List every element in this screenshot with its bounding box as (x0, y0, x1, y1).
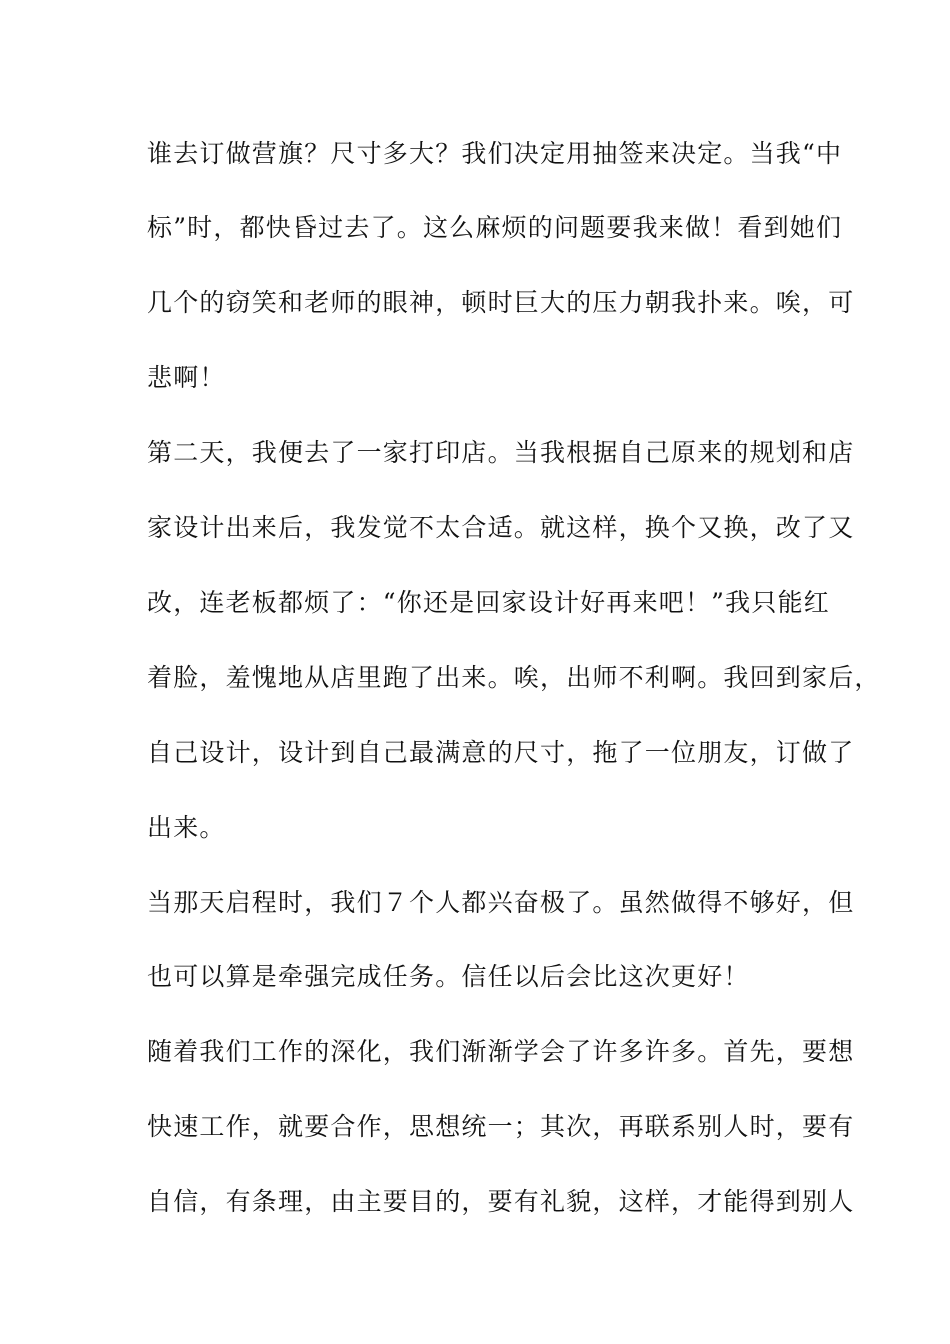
text-line: 出来。 (147, 813, 226, 842)
text-line: 自信，有条理，由主要目的，要有礼貌，这样，才能得到别人 (147, 1187, 855, 1216)
text-line: 着脸，羞愧地从店里跑了出来。唉，出师不利啊。我回到家后， (147, 663, 881, 692)
text-line: 几个的窃笑和老师的眼神，顿时巨大的压力朝我扑来。唉，可 (147, 288, 855, 317)
text-line: 家设计出来后，我发觉不太合适。就这样，换个又换，改了又 (147, 513, 855, 542)
text-line: 改，连老板都烦了：“你还是回家设计好再来吧！”我只能红 (147, 588, 830, 617)
text-line: 第二天，我便去了一家打印店。当我根据自己原来的规划和店 (147, 438, 855, 467)
text-line: 悲啊！ (147, 363, 226, 392)
text-line: 谁去订做营旗？尺寸多大？我们决定用抽签来决定。当我“中 (147, 139, 843, 168)
text-line: 快速工作，就要合作，思想统一；其次，再联系别人时，要有 (147, 1112, 855, 1141)
text-line: 也可以算是牵强完成任务。信任以后会比这次更好！ (147, 962, 750, 991)
text-line: 标”时，都快昏过去了。这么麻烦的问题要我来做！看到她们 (147, 213, 843, 242)
text-line: 当那天启程时，我们７个人都兴奋极了。虽然做得不够好，但 (147, 888, 855, 917)
text-line: 自己设计，设计到自己最满意的尺寸，拖了一位朋友，订做了 (147, 738, 855, 767)
text-line: 随着我们工作的深化，我们渐渐学会了许多许多。首先，要想 (147, 1037, 855, 1066)
